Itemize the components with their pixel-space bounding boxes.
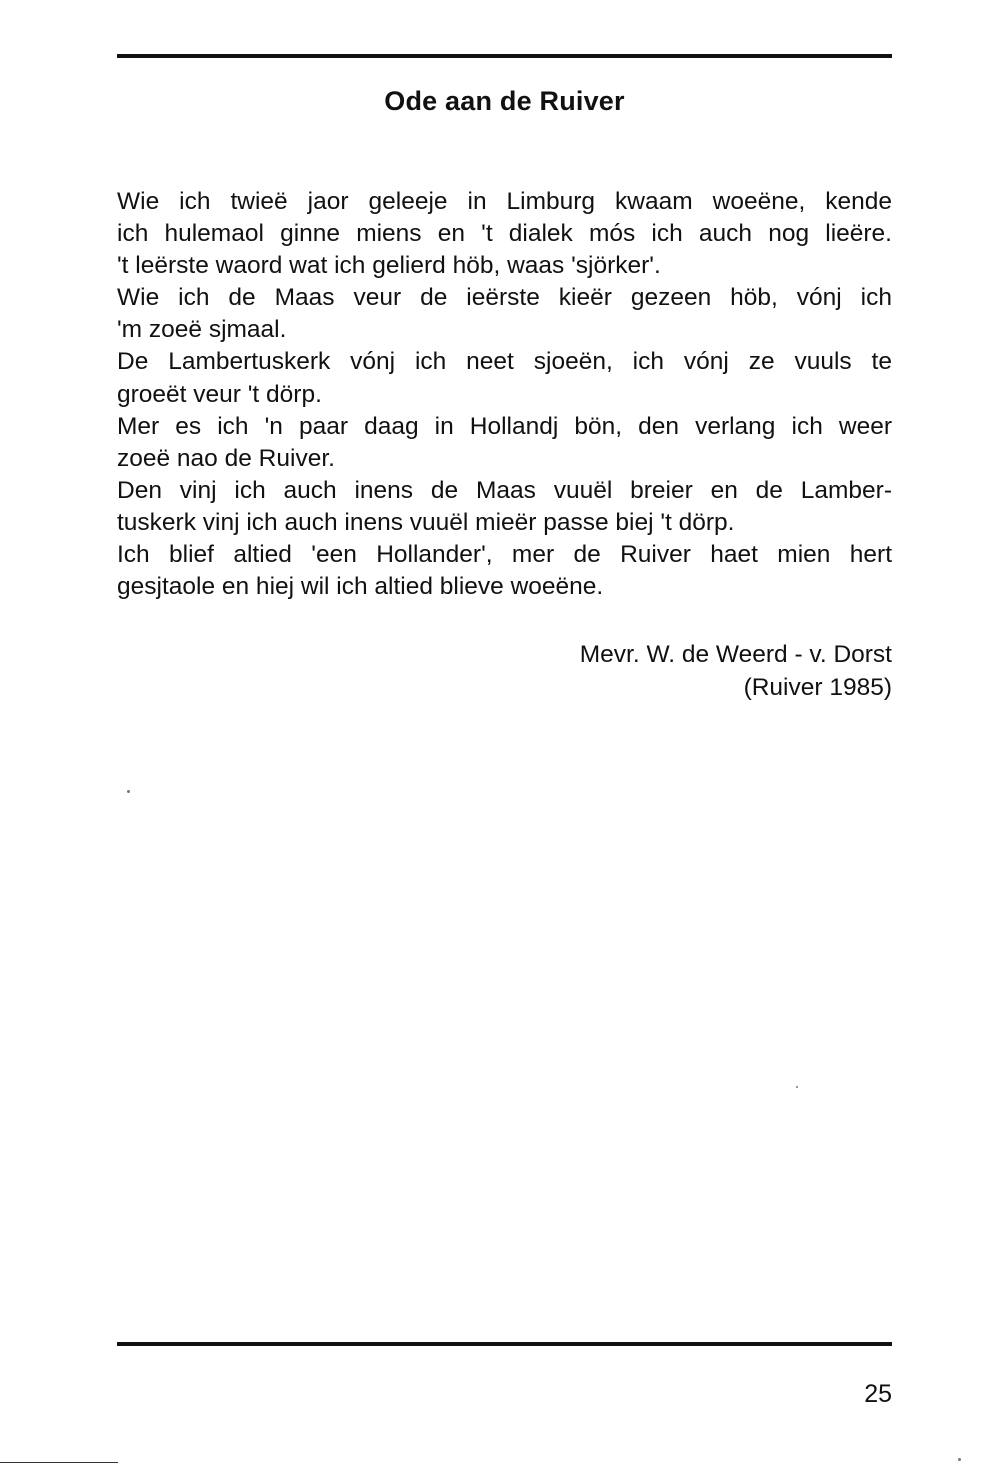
bottom-rule: [117, 1342, 892, 1346]
poem-line: tuskerk vinj ich auch inens vuuël mieër passe biej 't dörp.: [117, 508, 735, 536]
page-number: 25: [864, 1380, 892, 1408]
poem-line: 't leërste waord wat ich gelierd höb, waas 'sjörker'.: [117, 252, 661, 280]
scan-speck: [127, 790, 130, 793]
poem-line: Ich blief altied 'een Hollander', mer de Ruiver haet mien hert: [117, 541, 892, 569]
poem-line: Wie ich de Maas veur de ieërste kieër gezeen höb, vónj ich: [117, 284, 892, 312]
poem-line: Wie ich twieë jaor geleeje in Limburg kwaam woeëne, kende: [117, 188, 892, 215]
poem-line: De Lambertuskerk vónj ich neet sjoeën, ich vónj ze vuuls te: [117, 348, 892, 376]
poem-line: Den vinj ich auch inens de Maas vuuël breier en de Lamber-: [117, 476, 892, 504]
poem-line: ich hulemaol ginne miens en 't dialek mós ich auch nog lieëre.: [117, 220, 892, 248]
poem-line: Mer es ich 'n paar daag in Hollandj bön, den verlang ich weer: [117, 412, 892, 440]
poem-line: groeët veur 't dörp.: [117, 380, 322, 408]
scan-speck: [796, 1086, 798, 1088]
scan-edge-line: [0, 1462, 118, 1463]
top-rule: [117, 54, 892, 58]
signature-author: Mevr. W. de Weerd - v. Dorst: [579, 641, 892, 668]
signature-block: [117, 638, 892, 704]
poem-title: Ode aan de Ruiver: [384, 86, 625, 116]
poem-line: 'm zoeë sjmaal.: [117, 316, 287, 344]
poem-body: [117, 186, 892, 603]
poem-line: zoeë nao de Ruiver.: [117, 444, 335, 472]
scan-speck: [958, 1458, 961, 1461]
signature-source: (Ruiver 1985): [743, 674, 892, 701]
poem-line: gesjtaole en hiej wil ich altied blieve woeëne.: [117, 573, 604, 601]
